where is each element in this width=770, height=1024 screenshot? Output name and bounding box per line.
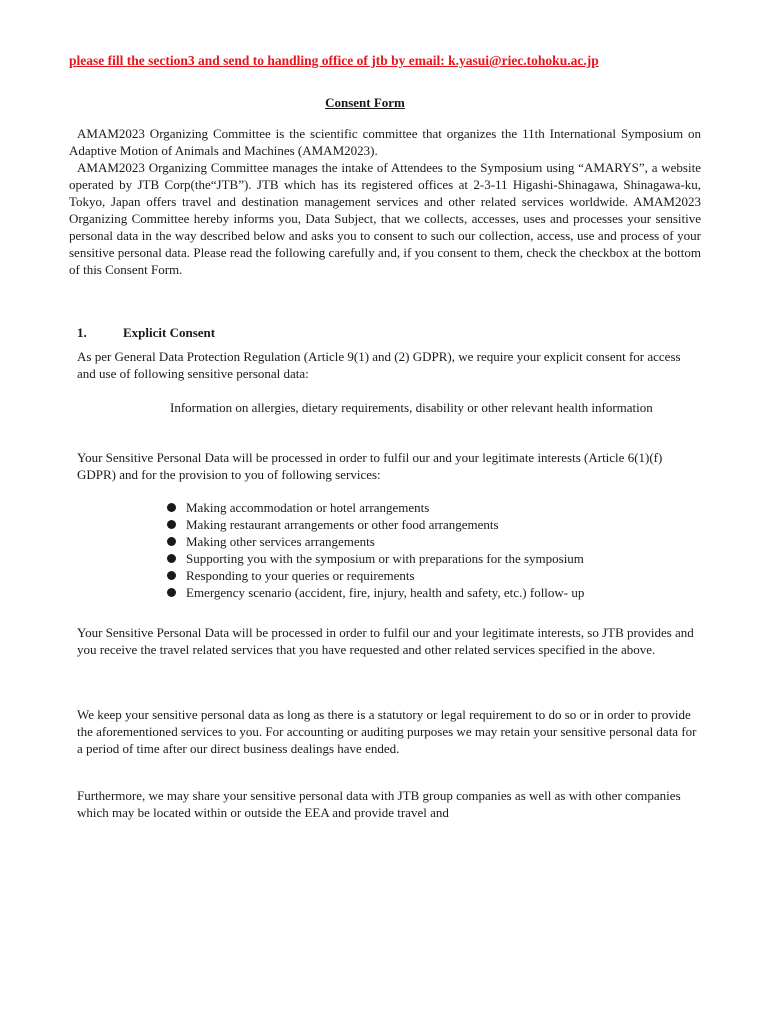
bullet-icon: [167, 520, 176, 529]
email-instruction-notice: please fill the section3 and send to handling office of jtb by email: k.yasui@riec.tohoku.ac.jp: [69, 53, 599, 68]
bullet-icon: [167, 571, 176, 580]
intro-paragraph-1: AMAM2023 Organizing Committee is the scientific committee that organizes the 11th International Symposium on Adaptive Motion of Animals and Machines (AMAM2023).: [69, 126, 701, 158]
sensitive-data-types: Information on allergies, dietary requirements, disability or other relevant health information: [170, 400, 653, 415]
section-1-title: Explicit Consent: [123, 325, 216, 340]
explicit-consent-paragraph: As per General Data Protection Regulation (Article 9(1) and (2) GDPR), we require your explicit consent for access and use of following sensitive personal data:: [77, 349, 681, 381]
list-item: Making restaurant arrangements or other food arrangements: [166, 516, 584, 533]
intro-block: [69, 125, 701, 278]
bullet-icon: [167, 554, 176, 563]
section-1-heading: [77, 324, 215, 341]
section-1-number: 1.: [77, 325, 87, 340]
legitimate-interest-paragraph: Your Sensitive Personal Data will be processed in order to fulfil our and your legitimate interests, so JTB provides and you receive the travel related services that you have requested and other related services specified in the above.: [77, 625, 694, 657]
list-item: Making accommodation or hotel arrangements: [166, 499, 584, 516]
list-item: Making other services arrangements: [166, 533, 584, 550]
intro-paragraph-2: AMAM2023 Organizing Committee manages the intake of Attendees to the Symposium using “AMARYS”, a website operated by JTB Corp(the“JTB”). JTB which has its registered offices at 2-3-11 Higashi-Shinagawa, Shinagawa-ku, Tokyo, Japan offers travel and destination management services and other related services worldwide. AMAM2023 Organizing Committee hereby informs you, Data Subject, that we collects, accesses, uses and processes your sensitive personal data in the way described below and asks you to consent to such our collection, access, use and process of your sensitive personal data. Please read the following carefully and, if you consent to them, check the checkbox at the bottom of this Consent Form.: [69, 160, 701, 277]
list-item: Emergency scenario (accident, fire, injury, health and safety, etc.) follow- up: [166, 584, 584, 601]
bullet-icon: [167, 503, 176, 512]
retention-paragraph: We keep your sensitive personal data as long as there is a statutory or legal requirement to do so or in order to provide the aforementioned services to you. For accounting or auditing purposes we may retain your sensitive personal data for a period of time after our direct business dealings have ended.: [77, 707, 697, 756]
page-title: Consent Form: [325, 95, 405, 110]
list-item: Supporting you with the symposium or with preparations for the symposium: [166, 550, 584, 567]
bullet-icon: [167, 537, 176, 546]
processing-purpose-paragraph: Your Sensitive Personal Data will be processed in order to fulfil our and your legitimate interests (Article 6(1)(f) GDPR) and for the provision to you of following services:: [77, 450, 663, 482]
services-list: [166, 499, 584, 601]
sharing-paragraph: Furthermore, we may share your sensitive personal data with JTB group companies as well as with other companies which may be located within or outside the EEA and provide travel and: [77, 788, 681, 820]
list-item: Responding to your queries or requirements: [166, 567, 584, 584]
bullet-icon: [167, 588, 176, 597]
